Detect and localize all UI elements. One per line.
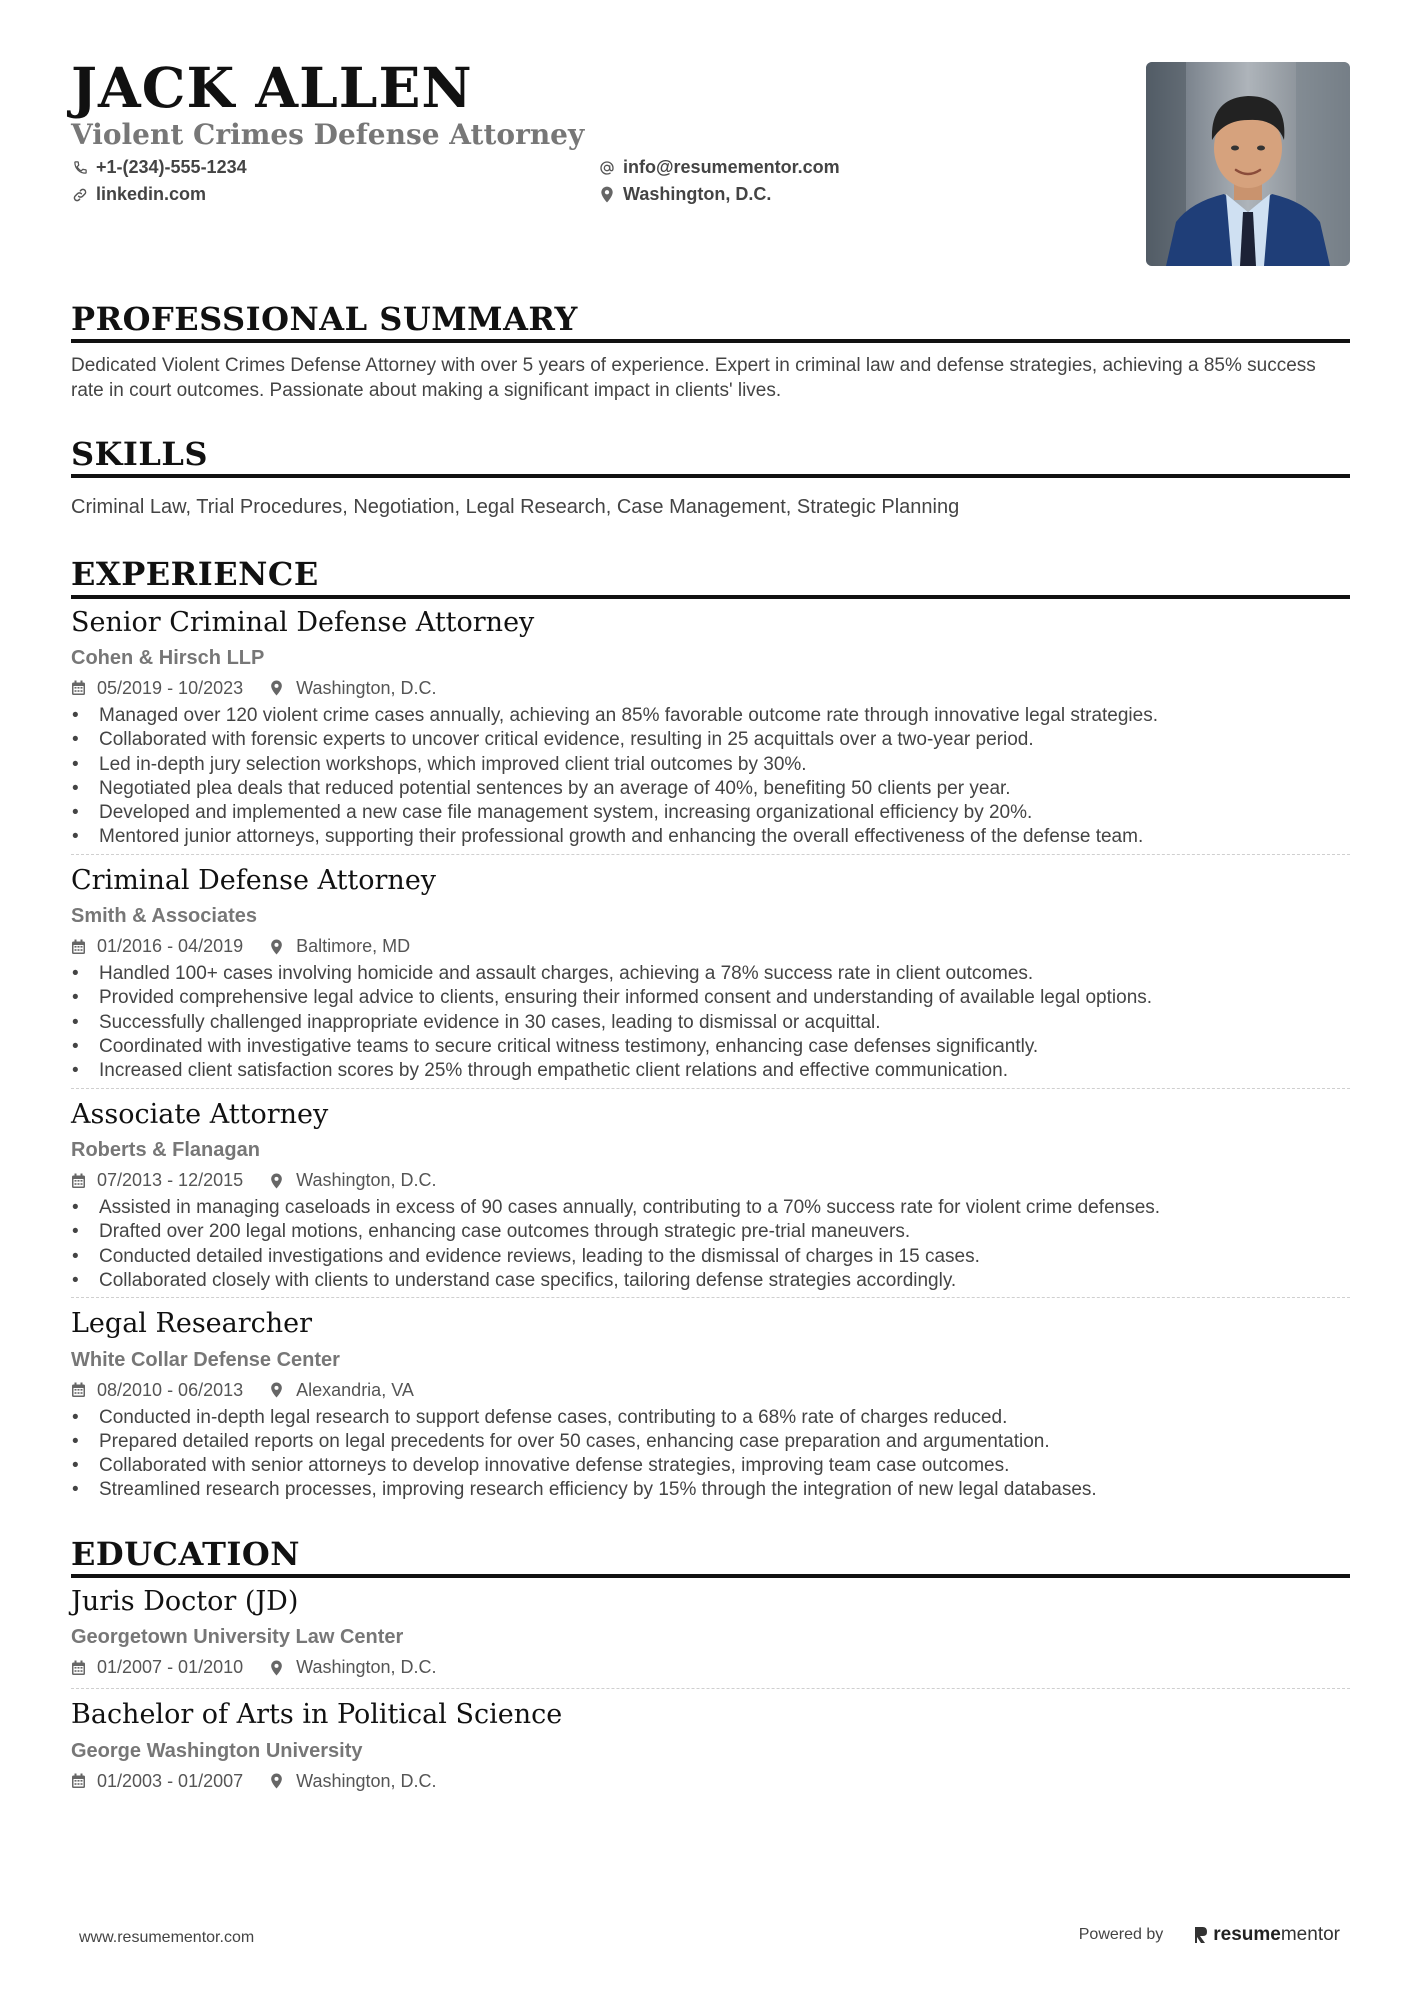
school-name: George Washington University	[71, 1739, 363, 1762]
education-location	[270, 1657, 436, 1678]
job-meta	[71, 678, 1350, 699]
job-bullets	[71, 1406, 1350, 1503]
brand-name-bold: resume	[1213, 1924, 1281, 1945]
education-meta	[71, 1657, 1350, 1678]
job-title: Associate Attorney	[71, 1098, 329, 1130]
job-bullets	[71, 704, 1350, 850]
job-bullet: • Handled 100+ cases involving homicide and assault charges, achieving a 78% success rate in client outcomes.	[71, 962, 1350, 986]
calendar-icon	[71, 680, 87, 696]
experience-entry	[71, 1308, 1350, 1503]
link-icon	[71, 186, 89, 204]
experience-entry	[71, 865, 1350, 1089]
job-bullet: • Managed over 120 violent crime cases annually, achieving an 85% favorable outcome rate through innovative legal strategies.	[71, 704, 1350, 728]
education-location	[270, 1771, 436, 1792]
job-location-text: Washington, D.C.	[296, 1170, 437, 1190]
degree-title: Juris Doctor (JD)	[71, 1585, 299, 1617]
contact-linkedin	[71, 184, 598, 206]
company-name: Smith & Associates	[71, 905, 257, 928]
education-entry	[71, 1586, 1350, 1689]
experience-list	[71, 607, 1350, 1503]
experience-entry	[71, 607, 1350, 855]
map-pin-icon	[270, 680, 286, 696]
location-text: Washington, D.C.	[623, 184, 772, 205]
job-location	[270, 678, 436, 699]
footer-branding	[1079, 1924, 1340, 1946]
powered-by-text: Powered by	[1078, 1926, 1164, 1943]
job-bullet: • Increased client satisfaction scores by 25% through empathetic client relations and effective communication.	[71, 1059, 1350, 1083]
job-meta	[71, 1170, 1350, 1191]
education-location-text: Washington, D.C.	[296, 1657, 437, 1678]
skills-section	[71, 437, 1350, 519]
education-list	[71, 1586, 1350, 1792]
linkedin-text[interactable]: linkedin.com	[96, 184, 207, 205]
job-location-text: Baltimore, MD	[296, 936, 411, 957]
summary-text: Dedicated Violent Crimes Defense Attorney with over 5 years of experience. Expert in criminal law and defense strategies, achieving a 85% success rate in court outcomes. Passionate about making a significant impact in clients' lives.	[71, 355, 1316, 402]
contact-location	[598, 184, 998, 206]
profile-photo	[1146, 62, 1350, 266]
skills-heading: SKILLS	[71, 437, 1350, 478]
candidate-name: JACK ALLEN	[71, 55, 473, 120]
job-bullet: • Conducted detailed investigations and evidence reviews, leading to the dismissal of charges in 15 cases.	[71, 1245, 1350, 1269]
job-bullet: • Provided comprehensive legal advice to clients, ensuring their informed consent and understanding of available legal options.	[71, 986, 1350, 1010]
brand-logo[interactable]	[1193, 1924, 1340, 1946]
map-pin-icon	[270, 1773, 286, 1789]
calendar-icon	[71, 939, 87, 955]
calendar-icon	[71, 1382, 87, 1398]
job-bullets	[71, 962, 1350, 1083]
job-title: Criminal Defense Attorney	[71, 864, 437, 896]
job-dates: 08/2010 - 06/2013	[97, 1379, 244, 1400]
job-location	[270, 1380, 414, 1401]
summary-heading: PROFESSIONAL SUMMARY	[71, 302, 1350, 343]
brand-logo-icon	[1193, 1925, 1209, 1945]
entry-divider	[71, 1297, 1350, 1298]
job-bullet: • Mentored junior attorneys, supporting their professional growth and enhancing the overall effectiveness of the defense team.	[71, 825, 1350, 849]
job-title: Legal Researcher	[71, 1308, 313, 1340]
education-dates: 01/2003 - 01/2007	[97, 1770, 244, 1791]
job-dates: 07/2013 - 12/2015	[97, 1170, 244, 1190]
map-pin-icon	[270, 1382, 286, 1398]
map-pin-icon	[270, 1660, 286, 1676]
job-meta	[71, 1380, 1350, 1401]
education-location-text: Washington, D.C.	[296, 1770, 437, 1791]
experience-section	[71, 557, 1350, 1502]
job-bullet: • Successfully challenged inappropriate evidence in 30 cases, leading to dismissal or acquittal.	[71, 1011, 1350, 1035]
education-dates: 01/2007 - 01/2010	[97, 1657, 244, 1678]
job-bullet: • Streamlined research processes, improving research efficiency by 15% through the integration of new legal databases.	[71, 1478, 1350, 1502]
summary-section	[71, 302, 1350, 403]
job-bullet: • Collaborated with senior attorneys to develop innovative defense strategies, improving team case outcomes.	[71, 1454, 1350, 1478]
education-section	[71, 1534, 1350, 1792]
calendar-icon	[71, 1660, 87, 1676]
calendar-icon	[71, 1173, 87, 1189]
job-dates: 01/2016 - 04/2019	[97, 936, 244, 957]
phone-text[interactable]: +1-(234)-555-1234	[96, 157, 247, 178]
entry-divider	[71, 854, 1350, 855]
job-meta	[71, 936, 1350, 957]
job-bullet: • Collaborated closely with clients to understand case specifics, tailoring defense strategies accordingly.	[71, 1269, 1350, 1293]
job-location-text: Washington, D.C.	[296, 677, 437, 698]
education-meta	[71, 1771, 1350, 1792]
resume-header	[71, 55, 1350, 270]
map-pin-icon	[270, 939, 286, 955]
job-bullet: • Assisted in managing caseloads in excess of 90 cases annually, contributing to a 70% success rate for violent crime defenses.	[71, 1196, 1350, 1220]
job-bullets	[71, 1196, 1350, 1293]
job-bullet: • Collaborated with forensic experts to uncover critical evidence, resulting in 25 acquittals over a two-year period.	[71, 728, 1350, 752]
experience-entry	[71, 1099, 1350, 1299]
job-bullet: • Prepared detailed reports on legal precedents for over 50 cases, enhancing case preparation and argumentation.	[71, 1430, 1350, 1454]
company-name: Cohen & Hirsch LLP	[71, 646, 265, 669]
job-bullet: • Led in-depth jury selection workshops, which improved client trial outcomes by 30%.	[71, 753, 1350, 777]
job-location-text: Alexandria, VA	[296, 1379, 414, 1400]
job-location	[270, 936, 410, 957]
job-bullet: • Drafted over 200 legal motions, enhancing case outcomes through strategic pre-trial maneuvers.	[71, 1220, 1350, 1244]
education-heading: EDUCATION	[71, 1537, 1350, 1578]
company-name: White Collar Defense Center	[71, 1348, 340, 1371]
at-icon	[598, 159, 616, 177]
calendar-icon	[71, 1773, 87, 1789]
entry-divider	[71, 1088, 1350, 1089]
job-title: Senior Criminal Defense Attorney	[71, 606, 535, 638]
map-pin-icon	[270, 1173, 286, 1189]
footer-website[interactable]: www.resumementor.com	[79, 1929, 255, 1946]
education-entry	[71, 1699, 1350, 1791]
contact-email	[598, 157, 998, 179]
job-location	[270, 1170, 436, 1191]
job-dates: 05/2019 - 10/2023	[97, 677, 244, 698]
job-bullet: • Developed and implemented a new case file management system, increasing organizational efficiency by 20%.	[71, 801, 1350, 825]
phone-icon	[71, 159, 89, 177]
skills-text: Criminal Law, Trial Procedures, Negotiation, Legal Research, Case Management, Strategic Planning	[71, 496, 960, 519]
job-bullet: • Coordinated with investigative teams to secure critical witness testimony, enhancing case defenses significantly.	[71, 1035, 1350, 1059]
company-name: Roberts & Flanagan	[71, 1139, 260, 1161]
email-text[interactable]: info@resumementor.com	[623, 157, 840, 178]
job-bullet: • Negotiated plea deals that reduced potential sentences by an average of 40%, benefiting 50 clients per year.	[71, 777, 1350, 801]
job-bullet: • Conducted in-depth legal research to support defense cases, contributing to a 68% rate of charges reduced.	[71, 1406, 1350, 1430]
school-name: Georgetown University Law Center	[71, 1626, 404, 1649]
candidate-title: Violent Crimes Defense Attorney	[71, 117, 585, 151]
degree-title: Bachelor of Arts in Political Science	[71, 1699, 563, 1731]
entry-divider	[71, 1688, 1350, 1689]
resume-page	[71, 55, 1350, 1792]
brand-name-light: mentor	[1280, 1924, 1340, 1945]
map-pin-icon	[598, 186, 616, 204]
contact-phone	[71, 157, 598, 179]
experience-heading: EXPERIENCE	[71, 557, 1350, 598]
